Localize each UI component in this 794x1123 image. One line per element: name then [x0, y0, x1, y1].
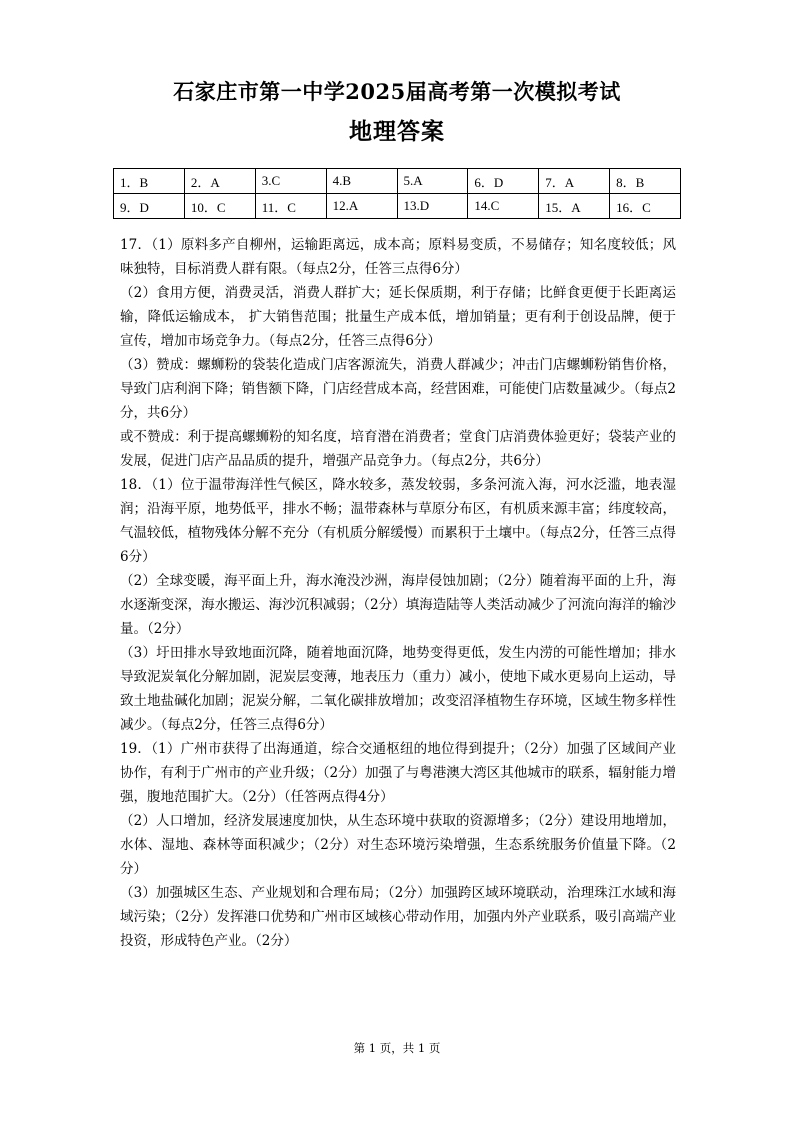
q18-part1: 18．（1）位于温带海洋性气候区，降水较多，蒸发较弱，多条河流入海，河水泛滥，地表湿润；沿海平原，地势低平，排水不畅；温带森林与草原分布区，有机质来源丰富；纬度较高，气温较低，植物残体分解不充分（有机质分解缓慢）而累积于土壤中。（每点2分，任答三点得6分）: [120, 477, 676, 565]
answer-cell: 14.C: [468, 194, 539, 219]
answer-cell: 11．C: [255, 194, 326, 219]
answer-row: [114, 169, 681, 194]
q17-part2: （2）食用方便，消费灵活，消费人群扩大；延长保质期，利于存储；比鲜食更便于长距离运输，降低运输成本， 扩大销售范围；批量生产成本低，增加销量；更有利于创设品牌，便于宣传，增加市场竞争力。（每点2分，任答三点得6分）: [120, 285, 676, 349]
answer-cell: 8．B: [610, 169, 681, 194]
answer-cell: 16．C: [610, 194, 681, 219]
answer-cell: 5.A: [397, 169, 468, 194]
answer-cell: 4.B: [326, 169, 397, 194]
q19-part2: （2）人口增加，经济发展速度加快，从生态环境中获取的资源增多；（2分）建设用地增加，水体、湿地、森林等面积减少；（2分）对生态环境污染增强，生态系统服务价值量下降。（2分）: [120, 813, 676, 877]
q17-part3-disagree: 或不赞成：利于提高螺蛳粉的知名度，培育潜在消费者；堂食门店消费体验更好；袋装产业的发展，促进门店产品品质的提升，增强产品竞争力。（每点2分，共6分）: [120, 429, 676, 469]
q17-part1: 17．（1）原料多产自柳州，运输距离远，成本高；原料易变质，不易储存；知名度较低；风味独特，目标消费人群有限。（每点2分，任答三点得6分）: [120, 237, 676, 277]
q17-part3-agree: （3）赞成：螺蛳粉的袋装化造成门店客源流失，消费人群减少；冲击门店螺蛳粉销售价格，导致门店利润下降；销售额下降，门店经营成本高，经营困难，可能使门店数量减少。（每点2分，共6分）: [120, 357, 676, 421]
q18-part3: （3）圩田排水导致地面沉降，随着地面沉降，地势变得更低，发生内涝的可能性增加；排水导致泥炭氧化分解加剧，泥炭层变薄，地表压力（重力）减小，使地下咸水更易向上运动，导致土地盐碱化加剧；泥炭分解，二氧化碳排放增加；改变沼泽植物生存环境，区域生物多样性减少。（每点2分，任答三点得6分）: [120, 645, 676, 733]
answer-cell: 10．C: [184, 194, 255, 219]
answer-body: [120, 233, 676, 953]
q19-part3: （3）加强城区生态、产业规划和合理布局；（2分）加强跨区域环境联动，治理珠江水域和海域污染；（2分）发挥港口优势和广州市区域核心带动作用，加强内外产业联系，吸引高端产业投资，形成特色产业。（2分）: [120, 885, 676, 949]
answer-cell: 2．A: [184, 169, 255, 194]
answer-cell: 1．B: [114, 169, 185, 194]
answer-cell: 15．A: [539, 194, 610, 219]
answer-cell: 12.A: [326, 194, 397, 219]
q19-part1: 19．（1）广州市获得了出海通道，综合交通枢纽的地位得到提升；（2分）加强了区域间产业协作，有利于广州市的产业升级；（2分）加强了与粤港澳大湾区其他城市的联系，辐射能力增强，腹地范围扩大。（2分）（任答两点得4分）: [120, 741, 676, 805]
q18-part2: （2）全球变暖，海平面上升，海水淹没沙洲，海岸侵蚀加剧；（2分）随着海平面的上升，海水逐渐变深，海水搬运、海沙沉积减弱；（2分）填海造陆等人类活动减少了河流向海洋的输沙量。（2分）: [120, 573, 676, 637]
answer-cell: 9．D: [114, 194, 185, 219]
answer-row: [114, 194, 681, 219]
answer-cell: 7．A: [539, 169, 610, 194]
answer-cell: 3.C: [255, 169, 326, 194]
exam-title: 石家庄市第一中学2025届高考第一次模拟考试: [173, 79, 621, 104]
answer-table: [113, 168, 681, 219]
page-footer: 第 1 页，共 1 页: [353, 1041, 441, 1055]
exam-subtitle: 地理答案: [349, 118, 445, 145]
answer-cell: 6．D: [468, 169, 539, 194]
answer-cell: 13.D: [397, 194, 468, 219]
